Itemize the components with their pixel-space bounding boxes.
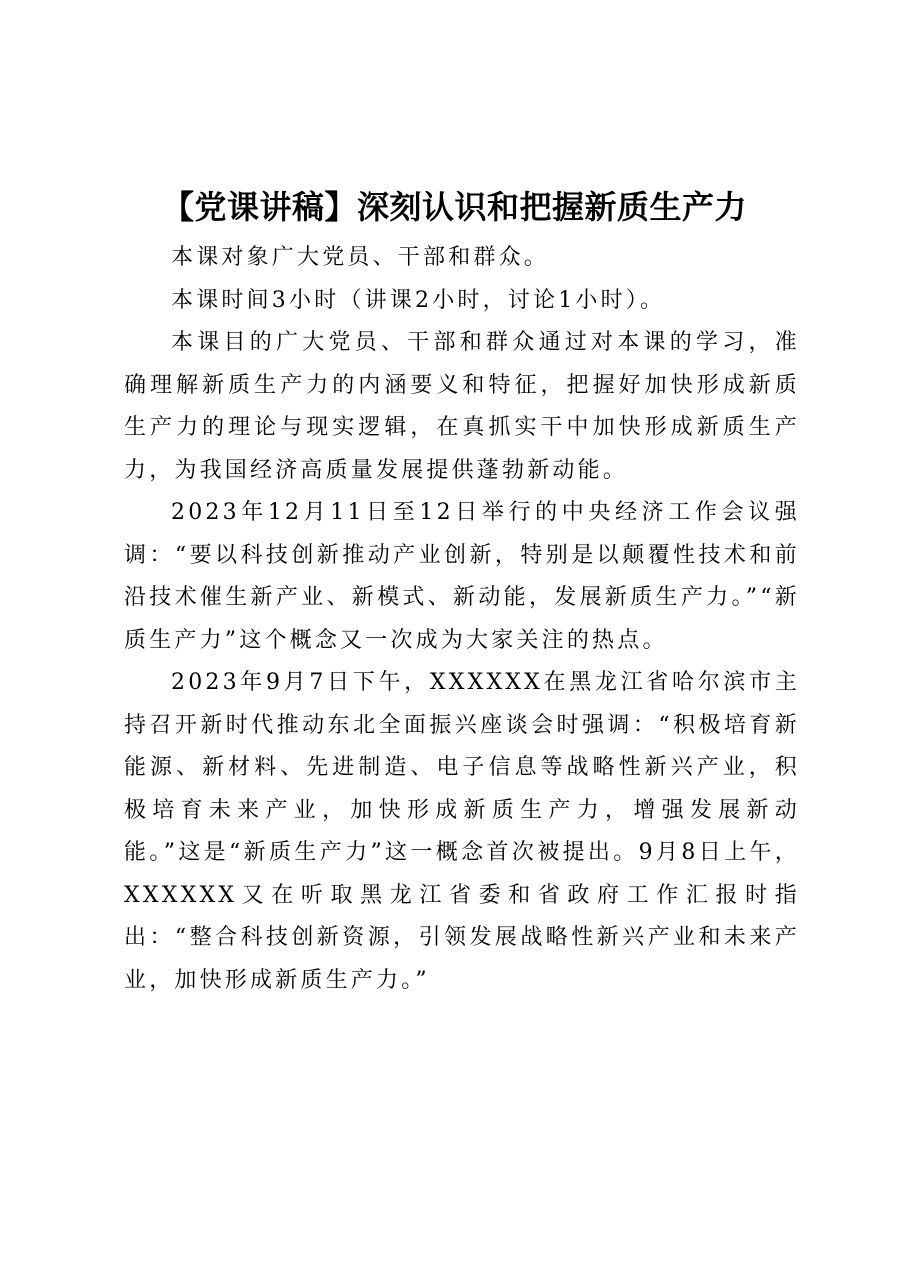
paragraph-audience: 本课对象广大党员、干部和群众。 [171, 245, 550, 270]
paragraph-harbin-symposium: 2023年9月7日下午，XXXXXX在黑龙江省哈尔滨市主持召开新时代推动东北全面振兴座谈会时强调：“积极培育新能源、新材料、先进制造、电子信息等战略性新兴产业，积极培育未来产业，加快形成新质生产力，增强发展新动能。”这是“新质生产力”这一概念首次被提出。9月8日上午，XXXXXX又在听取黑龙江省委和省政府工作汇报时指出：“整合科技创新资源，引领发展战略性新兴产业和未来产业，加快形成新质生产力。” [124, 670, 800, 993]
paragraph-duration: 本课时间3小时（讲课2小时，讨论1小时）。 [171, 287, 666, 313]
document-body [124, 237, 800, 1002]
document-title: 【党课讲稿】深刻认识和把握新质生产力 [161, 188, 747, 227]
paragraph-purpose: 本课目的广大党员、干部和群众通过对本课的学习，准确理解新质生产力的内涵要义和特征，把握好加快形成新质生产力的理论与现实逻辑，在真抓实干中加快形成新质生产力，为我国经济高质量发展提供蓬勃新动能。 [124, 330, 800, 483]
paragraph-economic-conference: 2023年12月11日至12日举行的中央经济工作会议强调：“要以科技创新推动产业创新，特别是以颠覆性技术和前沿技术催生新产业、新模式、新动能，发展新质生产力。”“新质生产力”这个概念又一次成为大家关注的热点。 [124, 500, 800, 653]
